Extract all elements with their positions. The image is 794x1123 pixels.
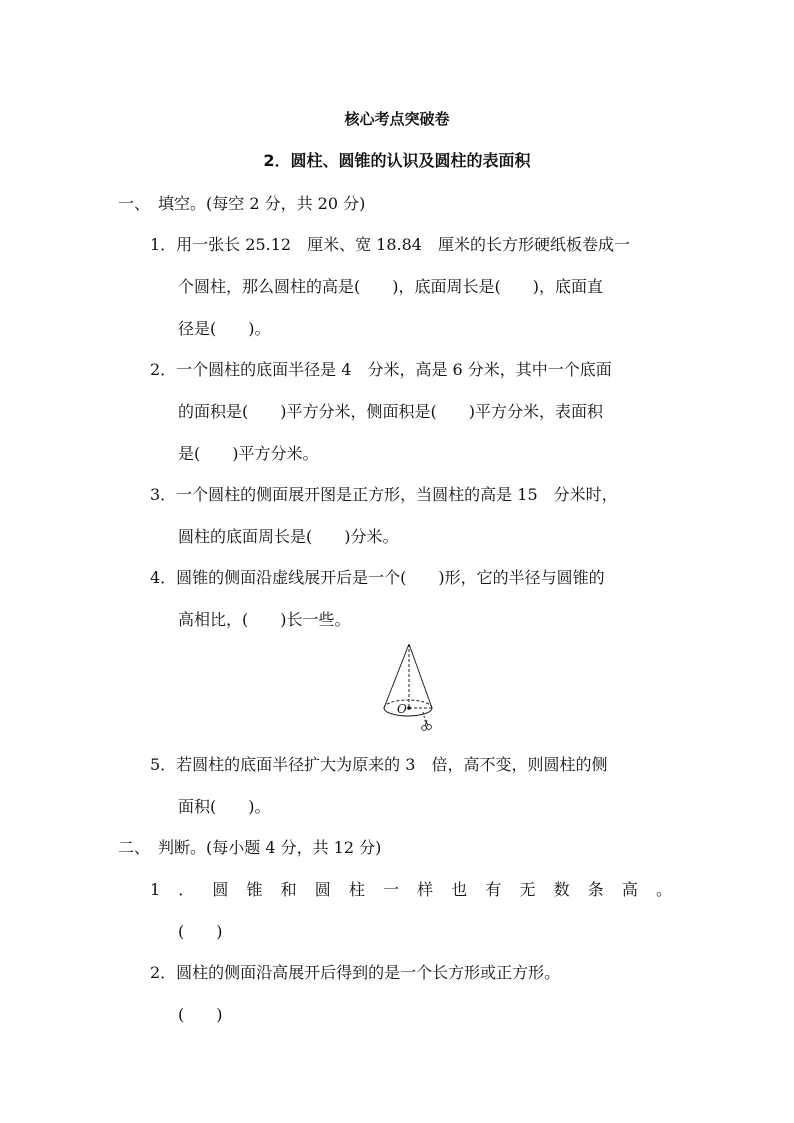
cone-left-edge [384,644,409,708]
cone-right-edge [409,644,432,708]
q3-line-2: 圆柱的底面周长是( )分米。 [178,527,399,546]
page-title: 2．圆柱、圆锥的认识及圆柱的表面积 [263,151,531,170]
judge-q2-line-1: 2．圆柱的侧面沿高展开后得到的是一个长方形或正方形。 [150,963,561,982]
q4-line-1: 4．圆锥的侧面沿虚线展开后是一个( )形，它的半径与圆锥的 [150,568,605,587]
judge-q1-answer: ( ) [178,922,223,941]
scissors-icon [422,720,432,730]
q1-line-1: 1．用一张长 25.12 厘米、宽 18.84 厘米的长方形硬纸板卷成一 [150,235,630,254]
q2-line-3: 是( )平方分米。 [178,444,319,463]
cone-center-dot [407,706,411,710]
q5-line-2: 面积( )。 [178,797,271,816]
section-1-heading: 一、 填空。(每空 2 分，共 20 分) [118,194,366,213]
page-header: 核心考点突破卷 [344,110,450,128]
judge-q2-answer: ( ) [178,1005,223,1024]
cone-center-label: O [397,702,407,716]
q4-line-2: 高相比，( )长一些。 [178,610,351,629]
q2-line-1: 2．一个圆柱的底面半径是 4 分米，高是 6 分米，其中一个底面 [150,360,612,379]
q5-line-1: 5．若圆柱的底面半径扩大为原来的 3 倍，高不变，则圆柱的侧 [150,755,608,774]
judge-q1-line-1: 1．圆锥和圆柱一样也有无数条高。 [150,880,672,899]
q1-line-3: 径是( )。 [178,319,271,338]
q3-line-1: 3．一个圆柱的侧面展开图是正方形，当圆柱的高是 15 分米时， [150,485,618,504]
q1-line-2: 个圆柱，那么圆柱的高是( )，底面周长是( )，底面直 [178,277,603,296]
q2-line-2: 的面积是( )平方分米，侧面积是( )平方分米，表面积 [178,402,603,421]
cone-diagram [378,640,440,736]
section-2-heading: 二、 判断。(每小题 4 分，共 12 分) [118,838,382,857]
